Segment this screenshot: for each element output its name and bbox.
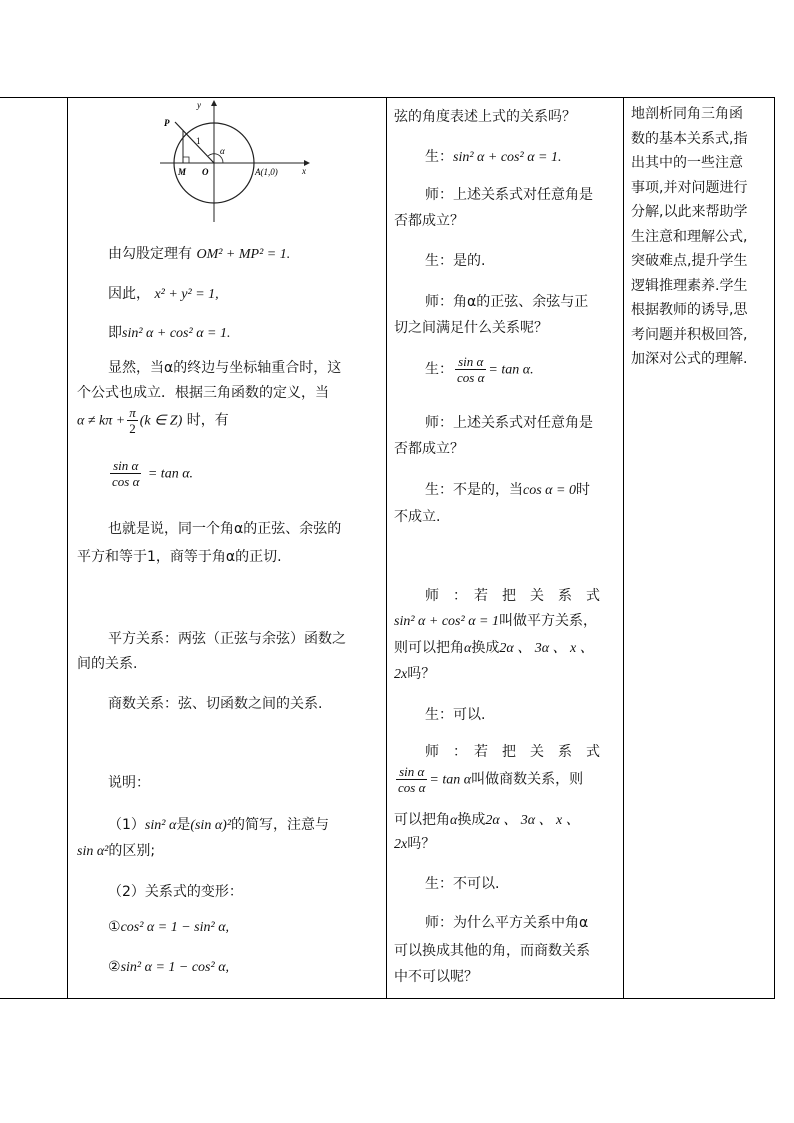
dialog-line: [394, 809, 580, 829]
fraction-sin-over-cos: [396, 764, 427, 795]
dialog-line: 不成立.: [394, 509, 441, 525]
paragraph-quotient: [108, 458, 193, 489]
text: 是: [176, 817, 191, 833]
dialog-line: 师 ： 若 把 关 系 式: [425, 744, 600, 760]
design-intent-line: 加深对公式的理解.: [631, 351, 748, 367]
formula: 2α 、 3α 、 x 、: [499, 641, 594, 656]
text: 换成: [457, 812, 486, 828]
design-intent-line: 逻辑推理素养.学生: [631, 277, 748, 294]
text: 换成: [471, 640, 500, 656]
design-intent-column: [624, 98, 774, 998]
paragraph-variant-2: [108, 959, 229, 976]
numerator: sin α: [110, 458, 141, 474]
formula: sin² α + cos² α = 1: [394, 614, 499, 629]
formula: α ≠ kπ +: [77, 413, 126, 429]
dialog-line: 中不可以呢？: [394, 969, 478, 985]
formula: (sin α)²: [190, 818, 232, 833]
content-column: [68, 98, 386, 998]
design-intent-line: 出其中的一些注意: [631, 155, 743, 171]
text: 吗？: [407, 666, 436, 682]
formula: 2α 、 3α 、 x 、: [485, 813, 580, 828]
list-marker: ①: [108, 919, 121, 935]
denominator: cos α: [112, 474, 140, 489]
label-x: x: [302, 166, 306, 176]
formula: x² + y² = 1,: [154, 287, 219, 302]
label-P: P: [164, 118, 170, 128]
denominator: cos α: [398, 780, 426, 795]
denominator: cos α: [457, 370, 485, 385]
label-O: O: [202, 167, 209, 177]
text: 则可以把角: [394, 640, 464, 656]
dialog-line: 生：不可以.: [425, 876, 500, 892]
dialog-column: [387, 98, 623, 998]
text: 时，有: [186, 412, 229, 429]
text: 生：不是的，当: [425, 482, 523, 498]
unit-circle-figure: [154, 100, 314, 228]
design-intent-line: 地剖析同角三角函: [631, 106, 743, 122]
paragraph-note-heading: 说明：: [108, 775, 150, 791]
formula: sin² α + cos² α = 1.: [122, 326, 231, 341]
numerator: π: [129, 405, 136, 420]
dialog-line: 可以换成其他的角，而商数关系: [394, 943, 590, 959]
formula: cos α = 0: [523, 483, 576, 498]
formula: OM² + MP² = 1.: [196, 247, 291, 262]
formula: sin² α: [144, 818, 177, 833]
text: 即: [108, 325, 122, 341]
dialog-line: 师：为什么平方关系中角α: [425, 915, 589, 931]
paragraph-quotient-relation: 商数关系：弦、切函数之间的关系.: [108, 696, 323, 712]
design-intent-line: 生注意和理解公式,: [631, 228, 748, 245]
text: 叫做平方关系，: [499, 613, 597, 629]
formula: 2x: [394, 837, 408, 852]
design-intent-line: 根据教师的诱导,思: [631, 302, 748, 318]
dialog-line: 生：可以.: [425, 707, 486, 723]
formula: cos² α = 1 − sin² α,: [120, 920, 230, 935]
paragraph-identity: [108, 322, 231, 342]
paragraph-square-relation-l1: 平方关系：两弦（正弦与余弦）函数之: [108, 631, 346, 647]
y-axis-arrow: [211, 100, 217, 106]
paragraph-pythagoras: [108, 243, 290, 263]
label-A: A(1,0): [255, 167, 278, 177]
formula: (k ∈ Z): [139, 413, 183, 429]
list-marker: ②: [108, 959, 121, 975]
denominator: 2: [129, 421, 136, 436]
dialog-line: 师：角α的正弦、余弦与正: [425, 294, 589, 310]
paragraph-note-2: （2）关系式的变形：: [108, 884, 243, 900]
dialog-line: [394, 610, 597, 630]
dialog-line: [394, 663, 435, 683]
paragraph-note-1-l2: [77, 840, 155, 860]
fraction-sin-over-cos: [110, 458, 141, 489]
text: 可以把角: [394, 812, 450, 828]
text: 的区别;: [108, 843, 156, 859]
formula: α: [464, 641, 472, 656]
paragraph-meaning-l2: 平方和等于1，商等于角α的正切.: [77, 549, 282, 565]
paragraph-therefore: [108, 283, 219, 303]
dialog-line: [425, 354, 534, 385]
speaker: 生：: [425, 149, 453, 165]
formula: 2x: [394, 667, 408, 682]
fraction-sin-over-cos: [455, 354, 486, 385]
text: 时: [575, 482, 590, 498]
dialog-line: 师：上述关系式对任意角是: [425, 187, 593, 203]
dialog-line: 否都成立？: [394, 441, 464, 457]
text: （1）: [108, 817, 145, 833]
paragraph-obviously-l3: [77, 405, 229, 436]
paragraph-square-relation-l2: 间的关系.: [77, 656, 138, 672]
formula: α: [450, 813, 458, 828]
dialog-line: 师 ： 若 把 关 系 式: [425, 588, 600, 604]
paragraph-variant-1: [108, 919, 229, 936]
text: 的简写，注意与: [231, 817, 330, 833]
formula: = tan α.: [488, 362, 534, 378]
formula: = tan α: [429, 772, 472, 788]
dialog-line: 生：是的.: [425, 253, 486, 269]
lesson-table: [0, 97, 775, 999]
label-y: y: [197, 100, 201, 110]
label-1: 1: [196, 136, 201, 146]
dialog-line: [425, 479, 590, 499]
formula: sin α²: [77, 844, 109, 859]
label-M: M: [178, 167, 187, 177]
design-intent-line: 突破难点,提升学生: [631, 253, 748, 269]
paragraph-meaning-l1: 也就是说，同一个角α的正弦、余弦的: [108, 521, 342, 537]
numerator: sin α: [396, 764, 427, 780]
design-intent-line: 分解,以此来帮助学: [631, 204, 748, 220]
dialog-line: [394, 833, 435, 853]
paragraph-obviously-l1: 显然，当α的终边与坐标轴重合时，这: [108, 360, 342, 376]
paragraph-obviously-l2: 个公式也成立．根据三角函数的定义，当: [77, 385, 329, 401]
speaker: 生：: [425, 361, 453, 378]
dialog-line: [394, 637, 594, 657]
label-alpha: α: [220, 146, 225, 156]
design-intent-line: 事项,并对问题进行: [631, 179, 748, 196]
text: 吗？: [407, 836, 436, 852]
paragraph-note-1-l1: [108, 814, 329, 834]
dialog-line: [425, 146, 562, 166]
dialog-line: [394, 764, 583, 795]
text: 因此，: [108, 286, 150, 302]
formula: sin² α = 1 − cos² α,: [120, 960, 230, 975]
text: 由勾股定理有: [108, 246, 192, 262]
table-right-border: [774, 98, 775, 998]
dialog-line: 切之间满足什么关系呢？: [394, 320, 548, 336]
design-intent-line: 考问题并积极回答,: [631, 326, 748, 343]
text: 叫做商数关系，则: [471, 771, 584, 788]
formula: sin² α + cos² α = 1.: [453, 150, 562, 165]
formula: = tan α.: [147, 466, 194, 482]
right-angle-mark: [183, 157, 189, 163]
dialog-line: 否都成立？: [394, 213, 464, 229]
fraction-pi-over-2: [127, 405, 138, 436]
design-intent-line: 数的基本关系式,指: [631, 130, 748, 147]
dialog-line: 师：上述关系式对任意角是: [425, 415, 593, 431]
numerator: sin α: [455, 354, 486, 370]
dialog-line: 弦的角度表述上式的关系吗？: [394, 109, 576, 125]
